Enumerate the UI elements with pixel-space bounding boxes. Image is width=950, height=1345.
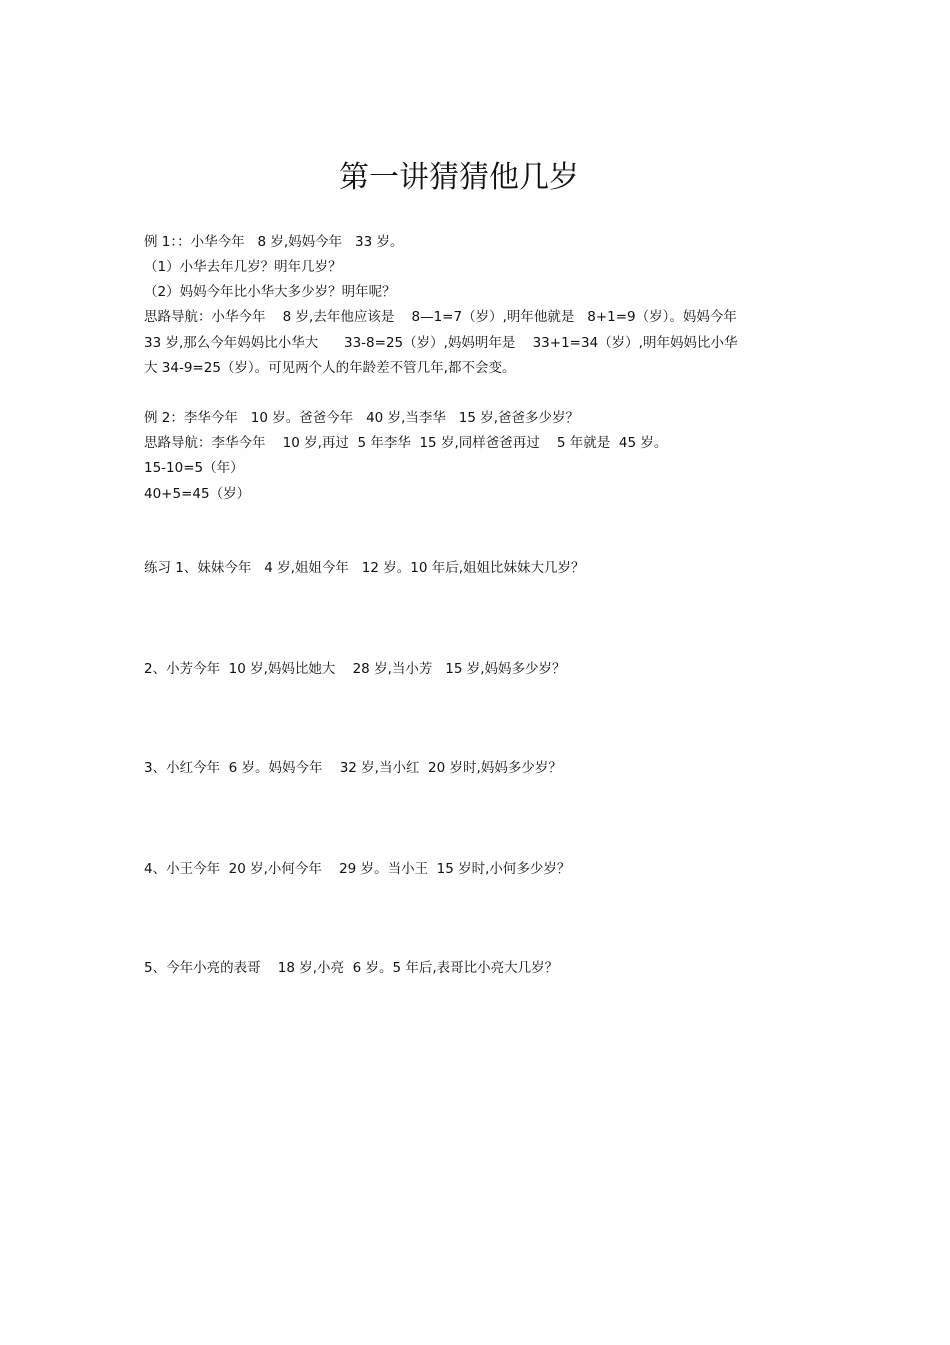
example1-solution-line2: 33 岁,那么今年妈妈比小华大 33-8=25（岁）,妈妈明年是 33+1=34（岁）,明年妈妈比小华 xyxy=(144,335,738,351)
exercise-3: 3、小红今年 6 岁。妈妈今年 32 岁,当小红 20 岁时,妈妈多少岁？ xyxy=(144,760,562,776)
exercise-4: 4、小王今年 20 岁,小何今年 29 岁。当小王 15 岁时,小何多少岁？ xyxy=(144,861,571,877)
example2-calc2: 40+5=45（岁） xyxy=(144,486,251,502)
exercise-5: 5、今年小亮的表哥 18 岁,小亮 6 岁。5 年后,表哥比小亮大几岁？ xyxy=(144,960,559,976)
exercise-1: 练习 1、妹妹今年 4 岁,姐姐今年 12 岁。10 年后,姐姐比妹妹大几岁？ xyxy=(144,560,585,576)
exercise-2: 2、小芳今年 10 岁,妈妈比她大 28 岁,当小芳 15 岁,妈妈多少岁？ xyxy=(144,661,566,677)
example1-part1: （1）小华去年几岁？明年几岁？ xyxy=(144,259,342,275)
example2-calc1: 15-10=5（年） xyxy=(144,460,244,476)
example1-part2: （2）妈妈今年比小华大多少岁？明年呢？ xyxy=(144,284,396,300)
example1-solution-line1: 思路导航：小华今年 8 岁,去年他应该是 8—1=7（岁）,明年他就是 8+1=9（岁）。妈妈今年 xyxy=(144,309,737,325)
page-title: 第一讲猜猜他几岁 xyxy=(339,160,579,195)
example2-solution: 思路导航：李华今年 10 岁,再过 5 年李华 15 岁,同样爸爸再过 5 年就是 45 岁。 xyxy=(144,435,668,451)
example1-solution-line3: 大 34-9=25（岁）。可见两个人的年龄差不管几年,都不会变。 xyxy=(144,360,516,376)
example1-question: 例 1：：小华今年 8 岁,妈妈今年 33 岁。 xyxy=(144,234,404,250)
example2-question: 例 2：李华今年 10 岁。爸爸今年 40 岁,当李华 15 岁,爸爸多少岁？ xyxy=(144,410,579,426)
